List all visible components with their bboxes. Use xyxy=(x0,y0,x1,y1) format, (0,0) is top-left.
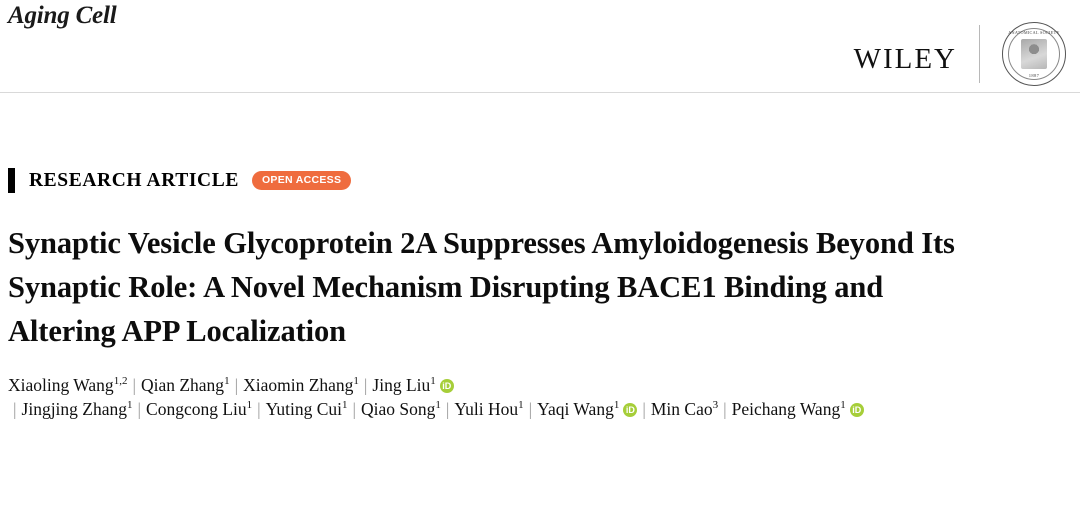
author-separator: | xyxy=(257,398,261,419)
author-separator: | xyxy=(528,398,533,419)
author-affiliation-marker: 1 xyxy=(840,398,846,411)
seal-top-text: ANATOMICAL SOCIETY xyxy=(1008,30,1060,35)
author-affiliation-marker: 1 xyxy=(613,398,620,411)
author-separator: | xyxy=(445,398,450,419)
author-affiliation-marker: 1,2 xyxy=(113,374,128,387)
author-affiliation-marker: 1 xyxy=(435,398,441,411)
journal-title: Aging Cell xyxy=(8,2,117,29)
orcid-icon[interactable] xyxy=(440,379,454,393)
author-name[interactable]: Xiaomin Zhang$^1$ xyxy=(243,374,359,395)
author-affiliation-marker: 1 xyxy=(342,398,348,411)
seal-emblem xyxy=(1021,39,1047,69)
author-affiliation-marker: 1 xyxy=(430,374,436,387)
wiley-logo: wiley xyxy=(853,30,957,77)
publisher-block xyxy=(854,22,1066,86)
author-affiliation-marker: 1 xyxy=(224,374,230,387)
author-separator: | xyxy=(723,398,727,419)
article-header xyxy=(0,92,1080,421)
author-name[interactable]: Peichang Wang$^1$iD xyxy=(732,399,864,419)
author-affiliation-marker: 1 xyxy=(246,398,253,411)
orcid-icon[interactable] xyxy=(623,403,637,417)
author-separator: | xyxy=(13,398,17,419)
author-affiliation-marker: 3 xyxy=(712,398,719,411)
open-access-badge: OPEN ACCESS xyxy=(252,171,351,190)
seal-bottom-text: 1887 xyxy=(1028,73,1040,78)
author-separator: | xyxy=(363,374,368,395)
author-separator: | xyxy=(352,398,357,419)
anatomical-society-seal-icon xyxy=(1002,22,1066,86)
article-title: Synaptic Vesicle Glycoprotein 2A Suppresses Amyloidogenesis Beyond Its Synaptic Role: A Novel Mechanism Disrupting BACE1 Binding and Altering APP Localization xyxy=(8,226,955,348)
author-list xyxy=(8,374,1038,422)
journal-masthead xyxy=(0,0,1080,93)
author-name[interactable]: Qiao Song$^1$ xyxy=(361,398,441,419)
author-name[interactable]: Min Cao$^3$ xyxy=(650,398,719,419)
author-name[interactable]: Yaqi Wang$^1$ iD xyxy=(537,399,637,419)
author-name[interactable]: Yuli Hou$^1$ xyxy=(454,398,524,419)
orcid-icon[interactable] xyxy=(850,403,864,417)
author-affiliation-marker: 1 xyxy=(127,398,133,411)
author-separator: | xyxy=(642,398,646,419)
author-name[interactable]: Xiaoling Wang$^{1,2}$ xyxy=(8,374,128,395)
author-affiliation-marker: 1 xyxy=(353,374,359,387)
article-type-label: RESEARCH ARTICLE xyxy=(29,169,239,191)
author-separator: | xyxy=(137,398,142,419)
author-name[interactable]: Jing Liu$^1$iD xyxy=(372,375,453,395)
author-name[interactable]: Qian Zhang$^1$ xyxy=(140,374,230,395)
article-type-row xyxy=(8,168,1080,193)
logo-divider xyxy=(979,25,980,83)
author-affiliation-marker: 1 xyxy=(518,398,524,411)
author-name[interactable]: Yuting Cui$^1$ xyxy=(265,398,348,419)
author-name[interactable]: Jingjing Zhang$^1$ xyxy=(21,398,133,419)
author-name[interactable]: Congcong Liu$^1$ xyxy=(146,398,253,419)
type-accent-bar xyxy=(8,168,15,193)
author-separator: | xyxy=(132,374,136,395)
author-separator: | xyxy=(234,374,239,395)
